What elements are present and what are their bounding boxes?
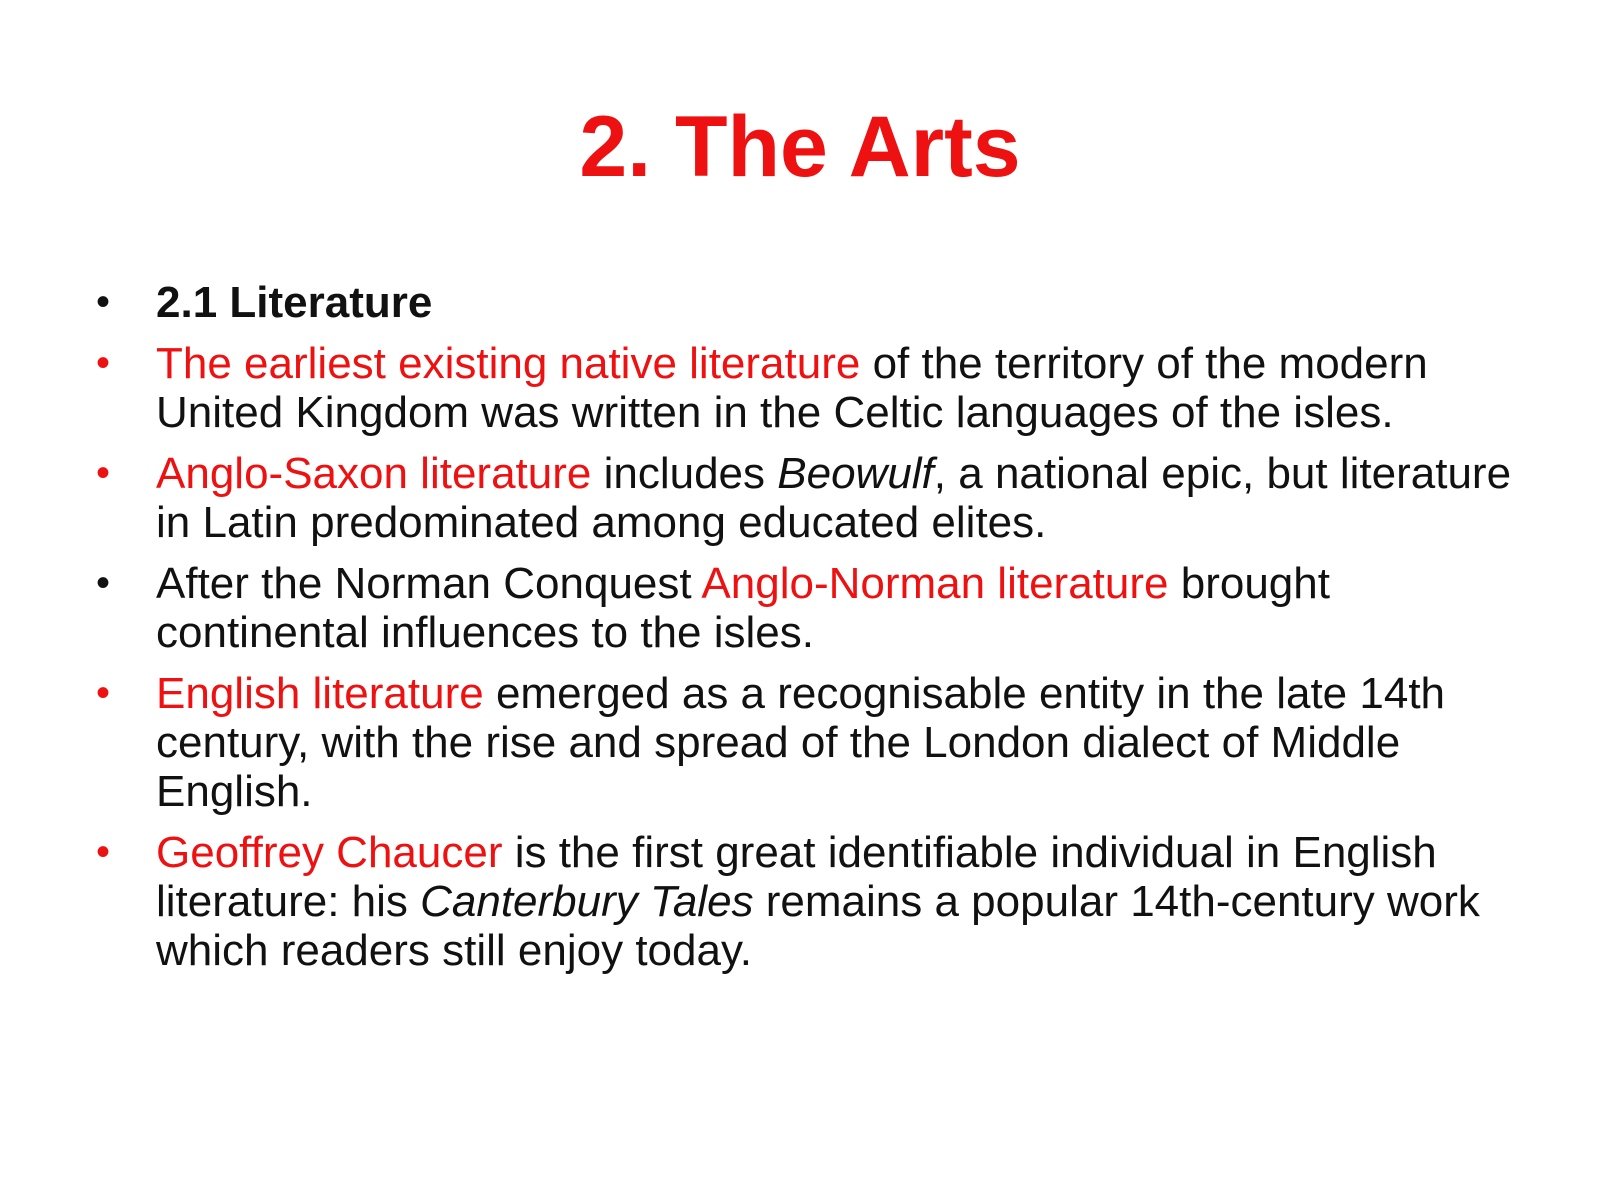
bullet-text-red: Geoffrey Chaucer: [156, 828, 503, 877]
bullet-item-anglo-saxon: [90, 449, 1530, 547]
bullet-text-normal: remains a popular 14th-century work which readers still enjoy today.: [156, 877, 1480, 975]
bullet-item-anglo-norman: [90, 559, 1530, 657]
bullet-text-red: The earliest existing native literature: [156, 339, 861, 388]
slide-title: 2. The Arts: [579, 99, 1021, 195]
bullet-list: [90, 278, 1530, 987]
bullet-text-red: English literature: [156, 669, 484, 718]
bullet-item-literature-heading: [90, 278, 1530, 327]
bullet-dot: •: [96, 671, 111, 715]
bullet-item-chaucer: [90, 828, 1530, 975]
bullet-text-red: Anglo-Norman literature: [701, 559, 1169, 608]
bullet-text-red: Anglo-Saxon literature: [156, 449, 592, 498]
bullet-dot: •: [96, 451, 111, 495]
bullet-text-bold: 2.1 Literature: [156, 278, 433, 327]
bullet-text-normal: After the Norman Conquest: [156, 559, 702, 608]
bullet-dot: •: [96, 280, 111, 324]
bullet-text-normal: emerged as a recognisable entity in the late 14th century, with the rise and spread of the London dialect of Middle English.: [156, 669, 1446, 816]
bullet-dot: •: [96, 830, 111, 874]
bullet-text-normal: of the territory of the modern United Kingdom was written in the Celtic languages of the isles.: [156, 339, 1428, 437]
bullet-item-english-literature: [90, 669, 1530, 816]
bullet-text-italic: Canterbury Tales: [420, 877, 754, 926]
bullet-dot: •: [96, 561, 111, 605]
bullet-dot: •: [96, 341, 111, 385]
bullet-text-normal: includes: [591, 449, 778, 498]
bullet-text-italic: Beowulf: [777, 449, 934, 498]
bullet-text-normal: , a national epic, but literature in Latin predominated among educated elites.: [156, 449, 1512, 547]
bullet-text-normal: is the first great identifiable individual in English literature: his: [156, 828, 1437, 926]
bullet-item-earliest-literature: [90, 339, 1530, 437]
bullet-text-normal: brought continental influences to the isles.: [156, 559, 1330, 657]
